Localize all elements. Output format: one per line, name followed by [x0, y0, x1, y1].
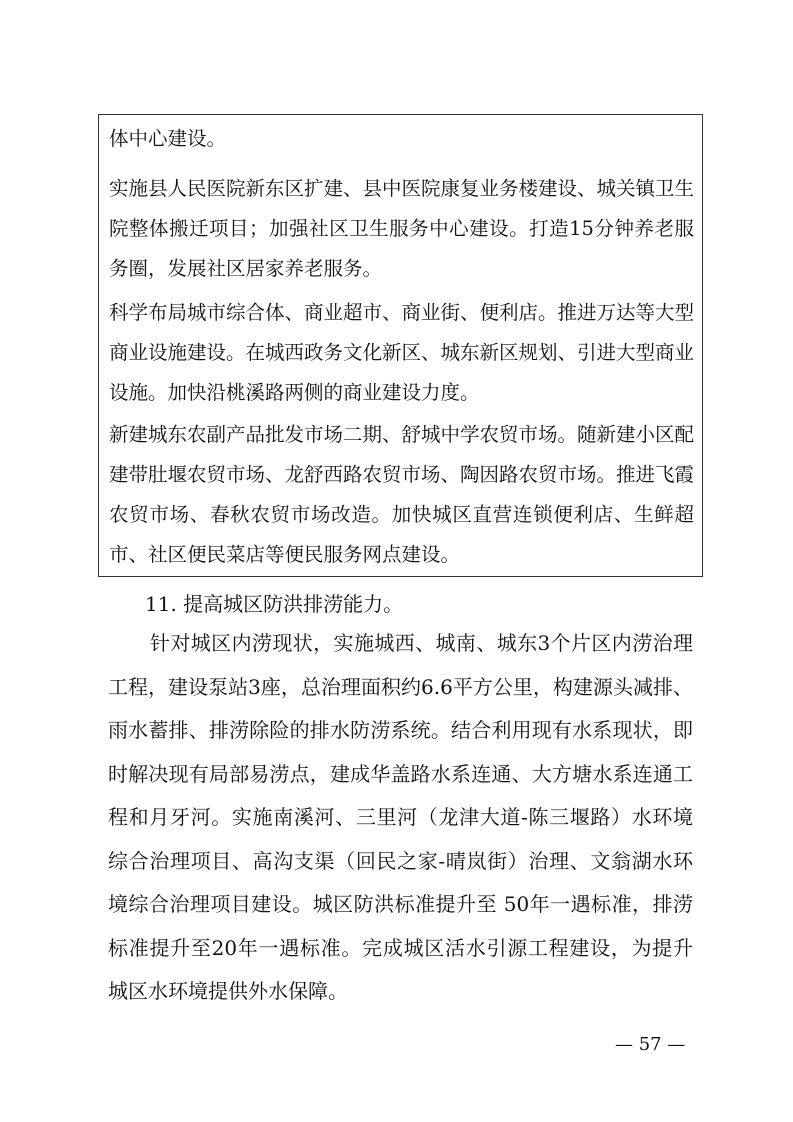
- box-paragraph-4: 新建城东农副产品批发市场二期、舒城中学农贸市场。随新建小区配建带肚堰农贸市场、龙舒西路农贸市场、陶因路农贸市场。推进飞霞农贸市场、春秋农贸市场改造。加快城区直营连锁便利店、生鲜超市、社区便民菜店等便民服务网点建设。: [109, 423, 695, 566]
- section-heading: 11. 提高城区防洪排涝能力。: [145, 592, 404, 616]
- page-number: — 57 —: [615, 1034, 686, 1055]
- box-paragraph-2: 实施县人民医院新东区扩建、县中医院康复业务楼建设、城关镇卫生院整体搬迁项目；加强社区卫生服务中心建设。打造15分钟养老服务圈，发展社区居家养老服务。: [109, 177, 695, 280]
- box-paragraph-3: 科学布局城市综合体、商业超市、商业街、便利店。推进万达等大型商业设施建设。在城西政务文化新区、城东新区规划、引进大型商业设施。加快沿桃溪路两侧的商业建设力度。: [109, 301, 695, 404]
- planning-table-box: [98, 114, 703, 577]
- section-body-paragraph: 针对城区内涝现状，实施城西、城南、城东3个片区内涝治理工程，建设泵站3座，总治理面积约6.6平方公里，构建源头减排、雨水蓄排、排涝除险的排水防涝系统。结合利用现有水系现状，即时解决现有局部易涝点，建成华盖路水系连通、大方塘水系连通工程和月牙河。实施南溪河、三里河（龙津大道-陈三堰路）水环境综合治理项目、高沟支渠（回民之家-晴岚街）治理、文翁湖水环境综合治理项目建设。城区防洪标准提升至 50年一遇标准，排涝标准提升至20年一遇标准。完成城区活水引源工程建设，为提升城区水环境提供外水保障。: [108, 631, 693, 1003]
- box-paragraph-1: 体中心建设。: [109, 127, 227, 150]
